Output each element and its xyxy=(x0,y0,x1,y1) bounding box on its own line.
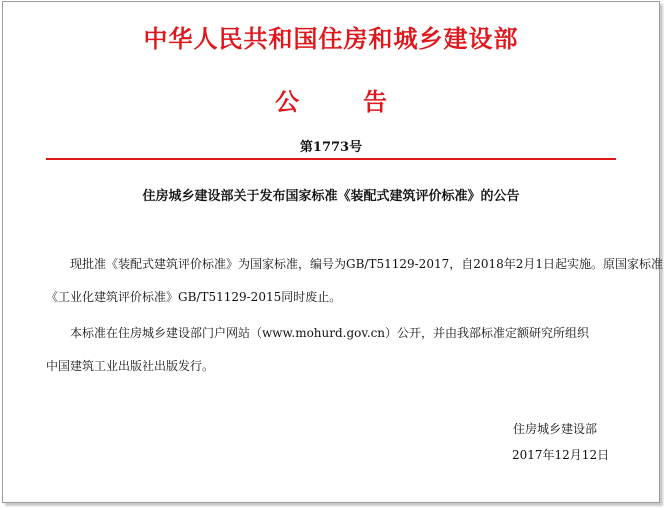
paragraph-line xyxy=(46,317,616,350)
document-page xyxy=(2,1,664,503)
paragraph-publication xyxy=(46,317,616,383)
paragraph-approval xyxy=(46,248,664,314)
issuer-title: 中华人民共和国住房和城乡建设部 xyxy=(143,24,519,53)
paragraph-line xyxy=(46,248,664,281)
signature: 住房城乡建设部 xyxy=(513,422,598,436)
notice-label: 公告 xyxy=(275,87,451,116)
paragraph-line: 中国建筑工业出版社出版发行。 xyxy=(46,359,215,373)
paragraph-line: 《工业化建筑评价标准》GB/T51129-2015同时废止。 xyxy=(46,290,342,304)
issue-date: 2017年12月12日 xyxy=(512,448,610,462)
document-number: 第1773号 xyxy=(299,140,363,155)
red-divider xyxy=(46,158,616,160)
paragraph-text: 本标准在住房城乡建设部门户网站（www.mohurd.gov.cn）公开，并由我部标准定额研究所组织 xyxy=(70,326,590,340)
notice-subject: 住房城乡建设部关于发布国家标准《装配式建筑评价标准》的公告 xyxy=(142,189,520,204)
paragraph-text: 现批准《装配式建筑评价标准》为国家标准，编号为GB/T51129-2017，自2018年2月1日起实施。原国家标准 xyxy=(70,257,664,271)
